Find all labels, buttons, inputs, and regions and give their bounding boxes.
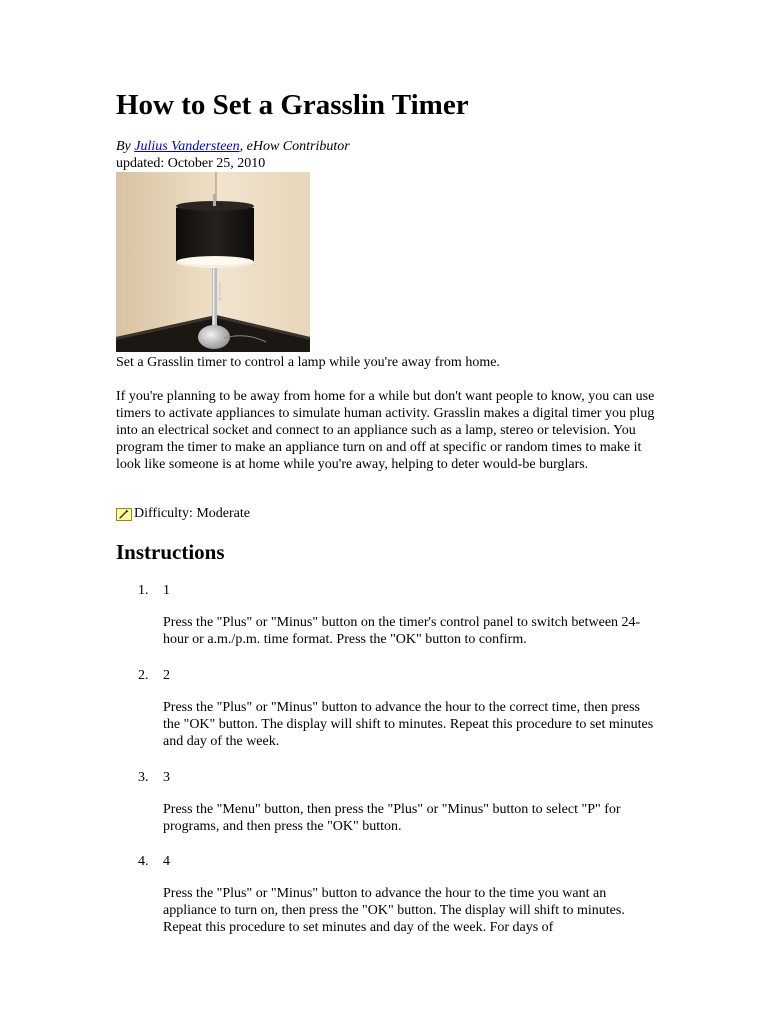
- step-number: 3: [163, 770, 170, 785]
- step-marker: 4.: [138, 854, 149, 869]
- page-title: How to Set a Grasslin Timer: [116, 89, 469, 121]
- step-text: Press the "Plus" or "Minus" button to advance the hour to the time you want an appliance to turn on, then press the "OK" button. The display will shift to minutes. Repeat this procedure to set minutes and day of the week. For days of: [163, 886, 625, 935]
- step-marker: 1.: [138, 583, 149, 598]
- byline-prefix: By: [116, 139, 131, 154]
- step-text: Press the "Plus" or "Minus" button to advance the hour to the correct time, then press the "OK" button. The display will shift to minutes. Repeat this procedure to set minutes and day of the week.: [163, 700, 654, 749]
- step-marker: 3.: [138, 770, 149, 785]
- step-text: Press the "Menu" button, then press the "Plus" or "Minus" button to select "P" for programs, and then press the "OK" button.: [163, 802, 621, 834]
- author-role: eHow Contributor: [246, 139, 350, 154]
- step-marker: 2.: [138, 668, 149, 683]
- lamp-photo: [116, 172, 310, 352]
- difficulty-value: Moderate: [196, 506, 250, 521]
- intro-paragraph: If you're planning to be away from home for a while but don't want people to know, you can use timers to activate appliances to simulate human activity. Grasslin makes a digital timer you plug into an electrical socket and connect to an appliance such as a lamp, stereo or television. You program the timer to make an appliance turn on and off at specific or random times to make it look like someone is at home while you're away, helping to deter would-be burglars.: [116, 389, 655, 472]
- difficulty: [116, 505, 250, 523]
- difficulty-label: Difficulty:: [134, 506, 193, 521]
- author-link[interactable]: Julius Vandersteen: [134, 139, 240, 154]
- step-text: Press the "Plus" or "Minus" button on the timer's control panel to switch between 24-hour or a.m./p.m. time format. Press the "OK" button to confirm.: [163, 615, 641, 647]
- instructions-heading: Instructions: [116, 540, 225, 564]
- photo-caption: Set a Grasslin timer to control a lamp while you're away from home.: [116, 355, 500, 370]
- step-number: 2: [163, 668, 170, 683]
- byline: By Julius Vandersteen, eHow Contributor: [116, 139, 350, 154]
- lamp-illustration: [116, 172, 310, 352]
- step-number: 4: [163, 854, 170, 869]
- pencil-icon: [116, 508, 132, 521]
- updated-date: updated: October 25, 2010: [116, 156, 266, 171]
- step-number: 1: [163, 583, 170, 598]
